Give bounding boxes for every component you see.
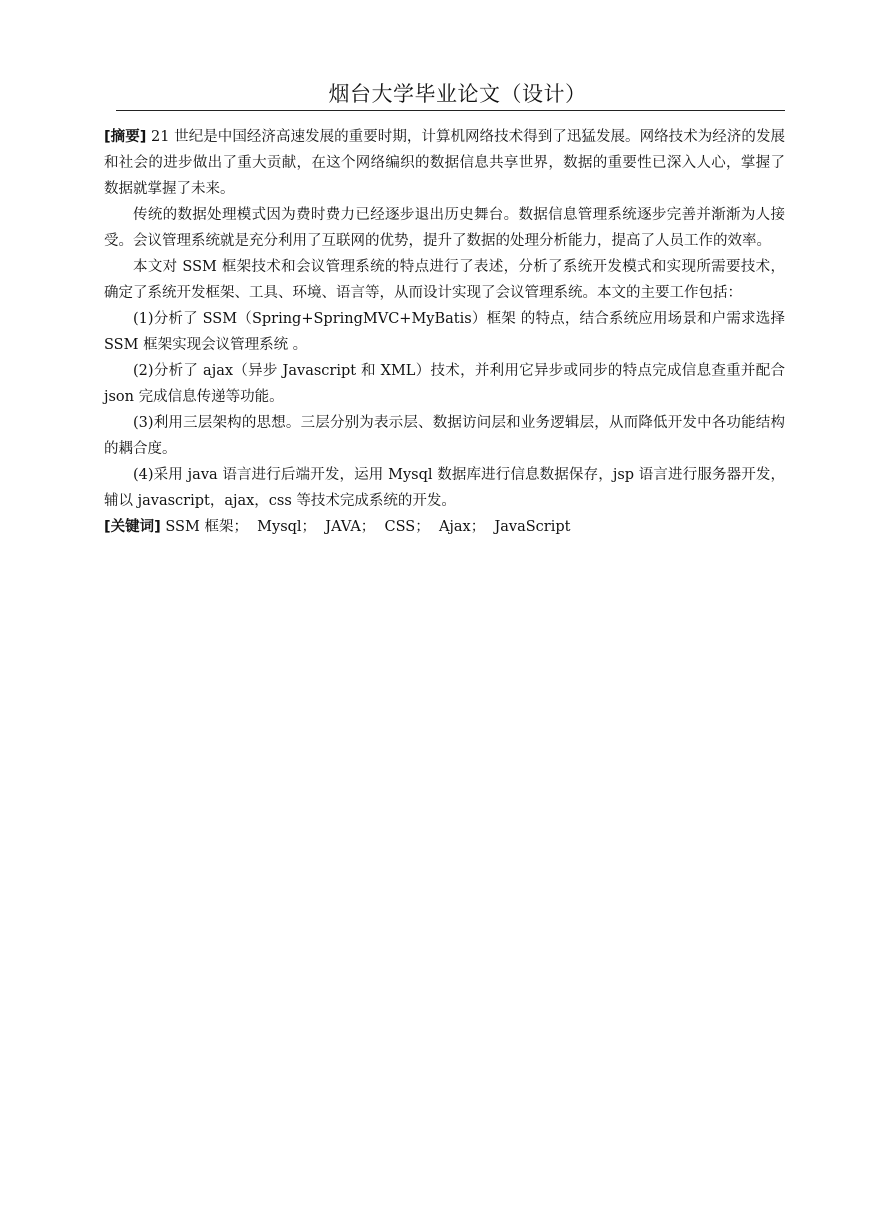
- body-paragraph-2: 本文对 SSM 框架技术和会议管理系统的特点进行了表述，分析了系统开发模式和实现所需要技术，确定了系统开发框架、工具、环境、语言等，从而设计实现了会议管理系统。本文的主要工作包括：: [104, 259, 785, 301]
- abstract-section: [104, 124, 785, 540]
- work-item-3: (3)利用三层架构的思想。三层分别为表示层、数据访问层和业务逻辑层，从而降低开发中各功能结构的耦合度。: [104, 415, 785, 457]
- keywords-label: [关键词]: [104, 519, 161, 535]
- work-item-4: (4)采用 java 语言进行后端开发，运用 Mysql 数据库进行信息数据保存，jsp 语言进行服务器开发，辅以 javascript，ajax，css 等技术完成系统的开发。: [104, 467, 785, 509]
- work-item-2: (2)分析了 ajax（异步 Javascript 和 XML）技术，并利用它异步或同步的特点完成信息查重并配合 json 完成信息传递等功能。: [104, 363, 785, 405]
- page-header: [116, 78, 785, 111]
- keywords-paragraph: [104, 514, 785, 540]
- header-title: 烟台大学毕业论文（设计）: [328, 82, 587, 106]
- work-item-1: (1)分析了 SSM（Spring+SpringMVC+MyBatis）框架 的特点，结合系统应用场景和户需求选择 SSM 框架实现会议管理系统 。: [104, 311, 785, 353]
- abstract-label: [摘要]: [104, 129, 147, 145]
- abstract-paragraph: [104, 124, 785, 202]
- body-paragraph-1: 传统的数据处理模式因为费时费力已经逐步退出历史舞台。数据信息管理系统逐步完善并渐渐为人接受。会议管理系统就是充分利用了互联网的优势，提升了数据的处理分析能力，提高了人员工作的效率。: [104, 207, 785, 249]
- keywords-text: SSM 框架； Mysql； JAVA； CSS； Ajax； JavaScript: [160, 519, 571, 535]
- abstract-text: 21 世纪是中国经济高速发展的重要时期，计算机网络技术得到了迅猛发展。网络技术为经济的发展和社会的进步做出了重大贡献，在这个网络编织的数据信息共享世界，数据的重要性已深入人心，掌握了数据就掌握了未来。: [104, 129, 785, 197]
